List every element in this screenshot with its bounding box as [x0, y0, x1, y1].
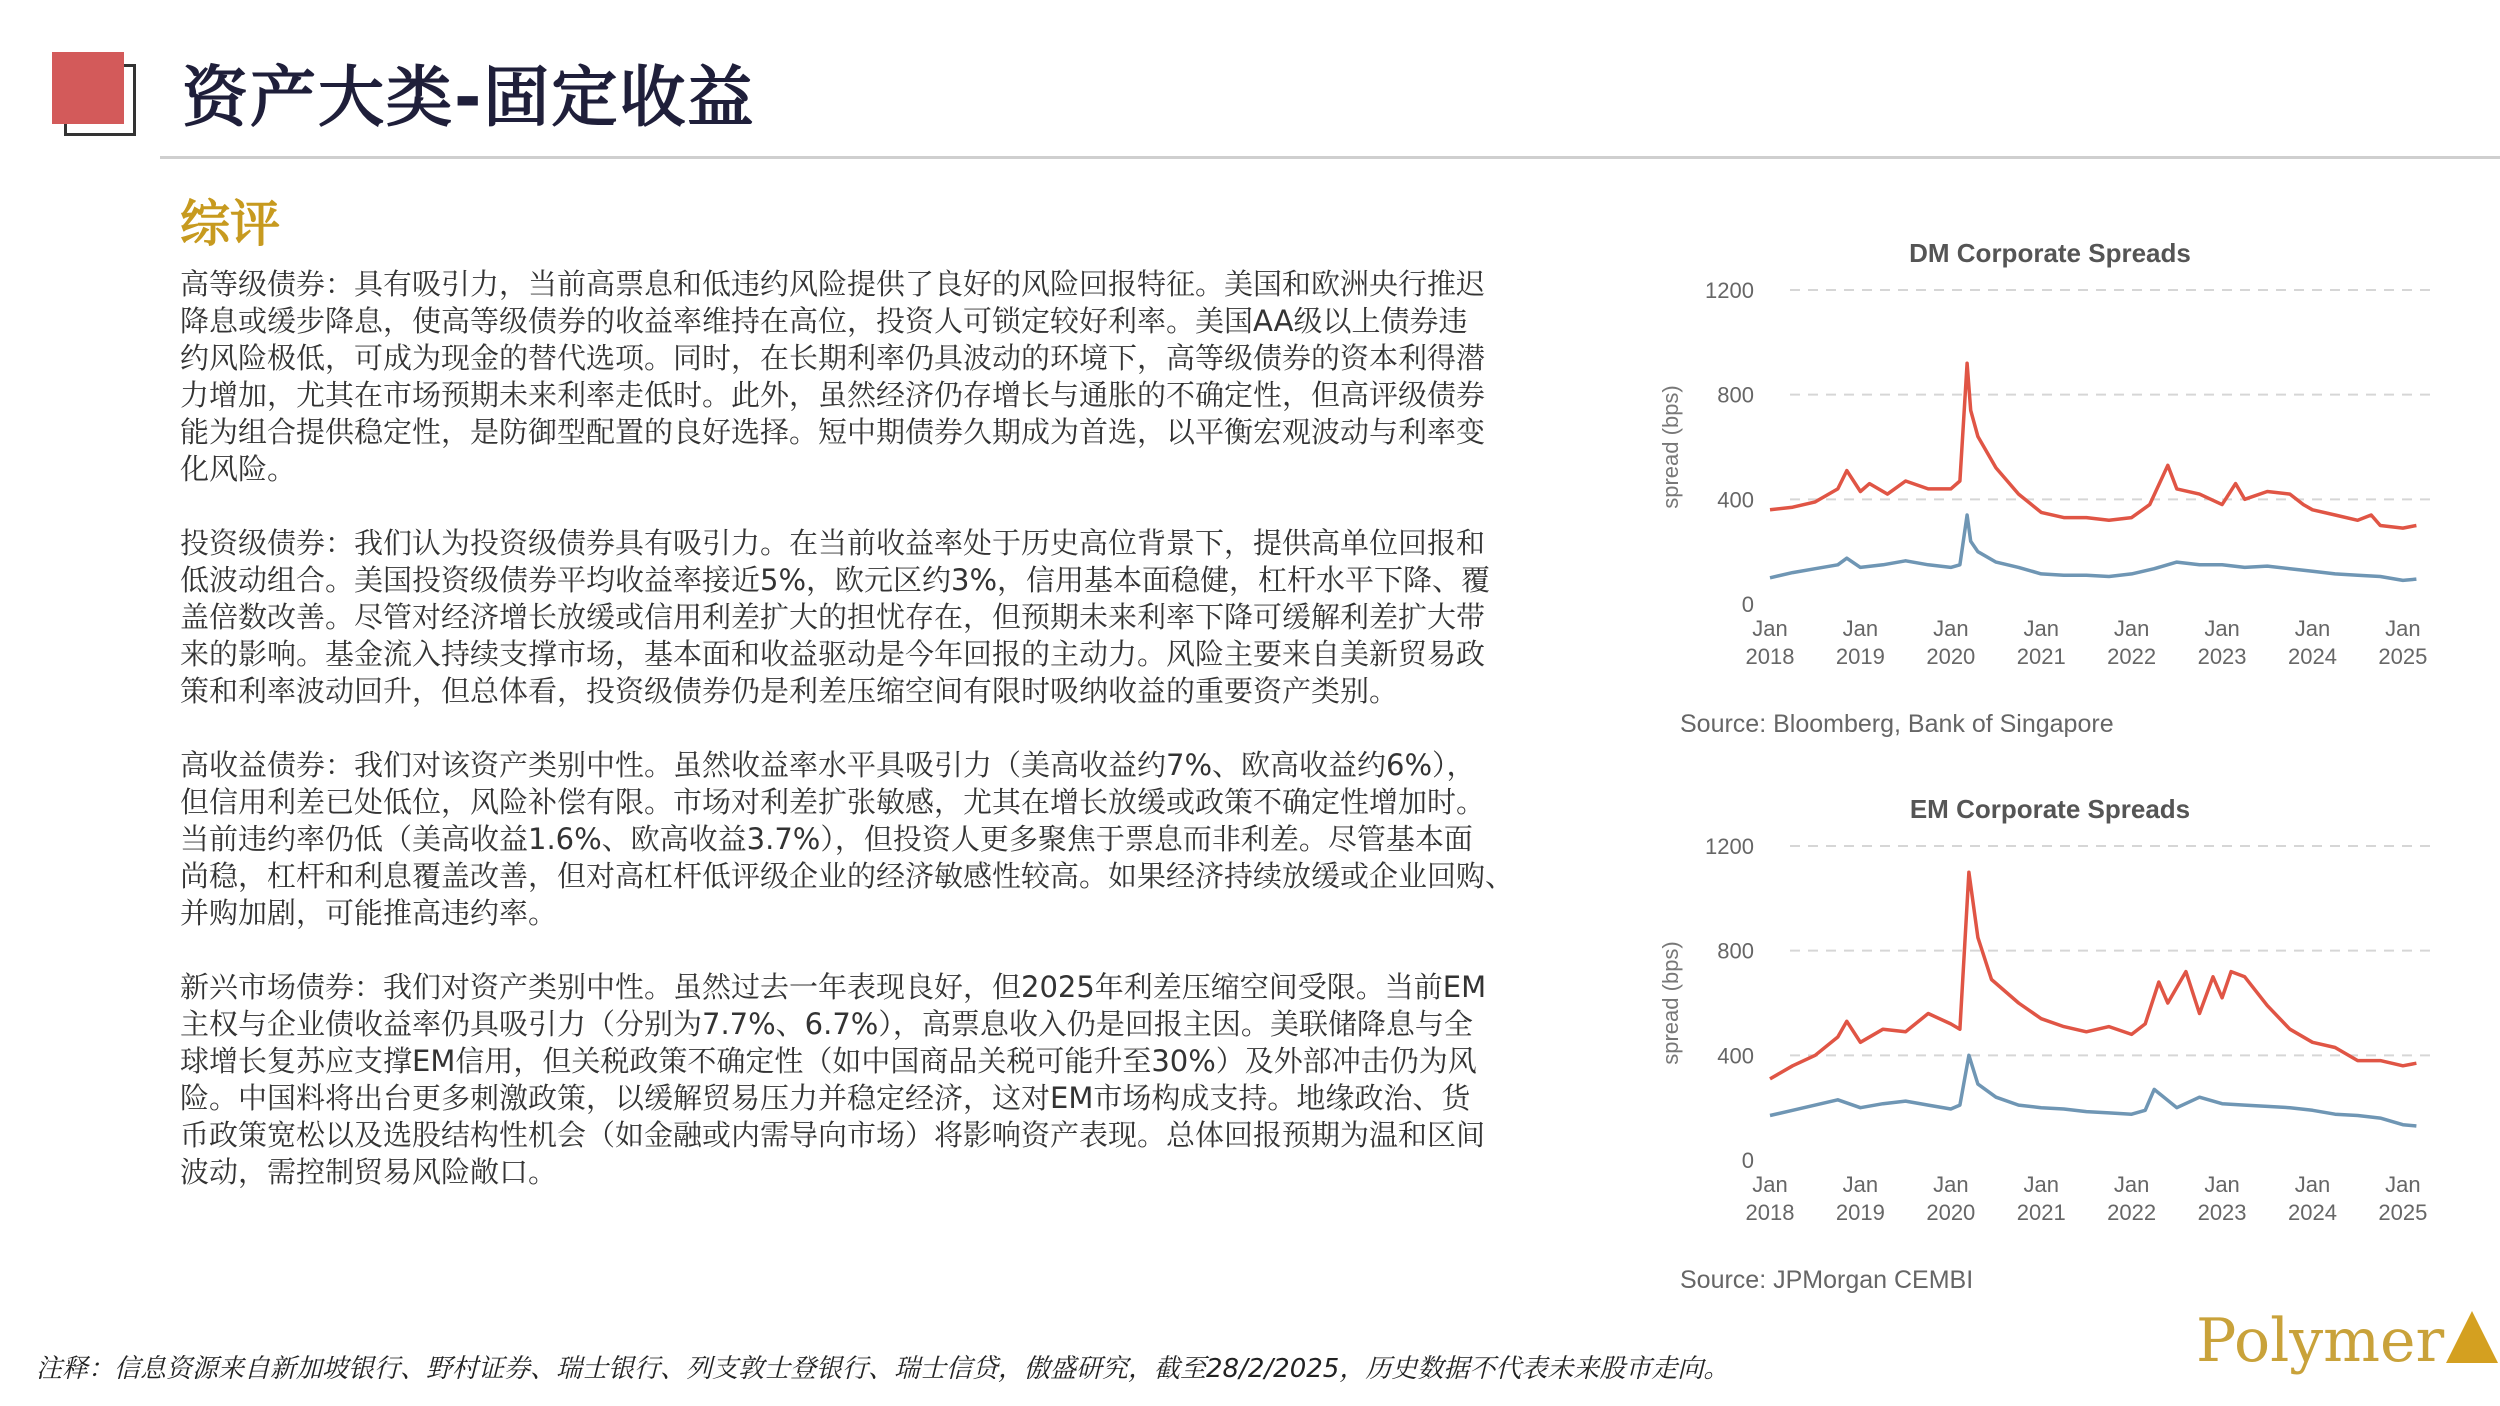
brand-wordmark: Polymer: [2196, 1306, 2445, 1376]
dm-chart-panel: [1640, 222, 2460, 752]
page-title: 资产大类-固定收益: [182, 59, 756, 136]
x-tick-month: Jan: [2385, 616, 2421, 641]
x-tick-year: 2024: [2287, 1200, 2337, 1225]
y-tick-label: 800: [1717, 938, 1754, 964]
y-tick-label: 800: [1717, 382, 1754, 408]
x-tick-month: Jan: [2204, 1172, 2240, 1197]
y-tick-label: 1200: [1705, 278, 1754, 303]
x-tick-year: 2025: [2378, 1200, 2428, 1225]
paragraph-emerging-markets: 新兴市场债券：我们对资产类别中性。虽然过去一年表现良好，但2025年利差压缩空间受限。当前EM 主权与企业债收益率仍具吸引力（分别为7.7%、6.7%），高票息收入仍是回报主因。美联储降息与全 球增长复苏应支撑EM信用，但关税政策不确定性（如中国商品关税可能升至30%）及外部冲击仍为风 险。中国料将出台更多刺激政策，以缓解贸易压力并稳定经济，这对EM市场构成支持。地缘政治、货 币政策宽松以及选股结构性机会（如金融或内需导向市场）将影响资产表现。总体回报预期为温和区间 波动，需控制贸易风险敞口。: [180, 970, 1487, 1189]
x-tick-month: Jan: [2385, 1172, 2421, 1197]
x-tick-month: Jan: [2294, 616, 2331, 641]
paragraph-high-yield: 高收益债券：我们对该资产类别中性。虽然收益率水平具吸引力（美高收益约7%、欧高收益约6%）， 但信用利差已处低位，风险补偿有限。市场对利差扩张敏感，尤其在增长放缓或政策不确定性增加时。 当前违约率仍低（美高收益1.6%、欧高收益3.7%），但投资人更多聚焦于票息而非利差。尽管基本面 尚稳，杠杆和利息覆盖改善，但对高杠杆低评级企业的经济敏感性较高。如果经济持续放缓或企业回购、 并购加剧，可能推高违约率。: [180, 748, 1515, 930]
logo-mark: [52, 52, 138, 138]
x-tick-month: Jan: [2113, 616, 2150, 641]
series-line-1: [1770, 1055, 2416, 1126]
x-tick-month: Jan: [1842, 616, 1879, 641]
x-tick-year: 2022: [2107, 1200, 2157, 1225]
chart-title: EM Corporate Spreads: [1909, 794, 2191, 824]
x-tick-month: Jan: [1933, 1172, 1969, 1197]
em-spreads-chart: [1640, 778, 2460, 1308]
x-tick-year: 2019: [1835, 644, 1885, 669]
x-tick-month: Jan: [2023, 1172, 2059, 1197]
y-tick-label: 1200: [1705, 834, 1754, 859]
x-tick-year: 2021: [2016, 644, 2066, 669]
x-tick-month: Jan: [1933, 616, 1969, 641]
brand-logo: [2196, 1306, 2498, 1376]
x-tick-month: Jan: [1752, 616, 1788, 641]
x-tick-month: Jan: [1752, 1172, 1788, 1197]
paragraph-investment-grade: 投资级债券：我们认为投资级债券具有吸引力。在当前收益率处于历史高位背景下，提供高单位回报和 低波动组合。美国投资级债券平均收益率接近5%，欧元区约3%，信用基本面稳健，杠杆水平下降、覆 盖倍数改善。尽管对经济增长放缓或信用利差扩大的担忧存在，但预期未来利率下降可缓解利差扩大带 来的影响。基金流入持续支撑市场，基本面和收益驱动是今年回报的主动力。风险主要来自美新贸易政 策和利率波动回升，但总体看，投资级债券仍是利差压缩空间有限时吸纳收益的重要资产类别。: [180, 526, 1491, 708]
x-tick-year: 2020: [1926, 1200, 1976, 1225]
y-tick-label: 400: [1717, 1043, 1754, 1069]
y-tick-label: 0: [1741, 1148, 1754, 1173]
title-divider: [160, 156, 2500, 159]
y-axis-label: spread (bps): [1658, 385, 1683, 509]
x-tick-year: 2022: [2107, 644, 2157, 669]
brand-peak-icon: [2446, 1311, 2498, 1363]
x-tick-year: 2023: [2197, 644, 2247, 669]
x-tick-month: Jan: [2023, 616, 2059, 641]
paragraph-high-grade: 高等级债券：具有吸引力，当前高票息和低违约风险提供了良好的风险回报特征。美国和欧洲央行推迟 降息或缓步降息，使高等级债券的收益率维持在高位，投资人可锁定较好利率。美国AA级以上债券违 约风险极低，可成为现金的替代选项。同时，在长期利率仍具波动的环境下，高等级债券的资本利得潜 力增加，尤其在市场预期未来利率走低时。此外，虽然经济仍存增长与通胀的不确定性，但高评级债券 能为组合提供稳定性，是防御型配置的良好选择。短中期债券久期成为首选，以平衡宏观波动与利率变 化风险。: [180, 267, 1486, 486]
series-line-0: [1770, 363, 2416, 528]
footer-note: 注释：信息资源来自新加坡银行、野村证券、瑞士银行、列支敦士登银行、瑞士信贷，傲盛研究，截至28/2/2025，历史数据不代表未来股市走向。: [36, 1354, 1730, 1384]
em-chart-panel: [1640, 778, 2460, 1308]
y-tick-label: 0: [1741, 592, 1754, 617]
commentary-body: [180, 266, 1610, 1228]
chart-source: Source: JPMorgan CEMBI: [1680, 1266, 1974, 1294]
x-tick-year: 2023: [2197, 1200, 2247, 1225]
x-tick-year: 2020: [1926, 644, 1976, 669]
dm-spreads-chart: [1640, 222, 2460, 752]
section-heading: 综评: [180, 195, 280, 253]
chart-source: Source: Bloomberg, Bank of Singapore: [1680, 710, 2114, 738]
x-tick-year: 2018: [1745, 1200, 1795, 1225]
x-tick-month: Jan: [2204, 616, 2240, 641]
x-tick-year: 2019: [1835, 1200, 1885, 1225]
y-tick-label: 400: [1717, 487, 1754, 513]
x-tick-year: 2021: [2016, 1200, 2066, 1225]
x-tick-year: 2025: [2378, 644, 2428, 669]
x-tick-year: 2024: [2287, 644, 2337, 669]
x-tick-month: Jan: [1842, 1172, 1879, 1197]
logo-fill: [52, 52, 124, 124]
y-axis-label: spread (bps): [1658, 941, 1683, 1065]
series-line-1: [1770, 515, 2416, 580]
x-tick-month: Jan: [2113, 1172, 2150, 1197]
x-tick-month: Jan: [2294, 1172, 2331, 1197]
chart-title: DM Corporate Spreads: [1909, 238, 2191, 268]
series-line-0: [1770, 872, 2416, 1079]
x-tick-year: 2018: [1745, 644, 1795, 669]
